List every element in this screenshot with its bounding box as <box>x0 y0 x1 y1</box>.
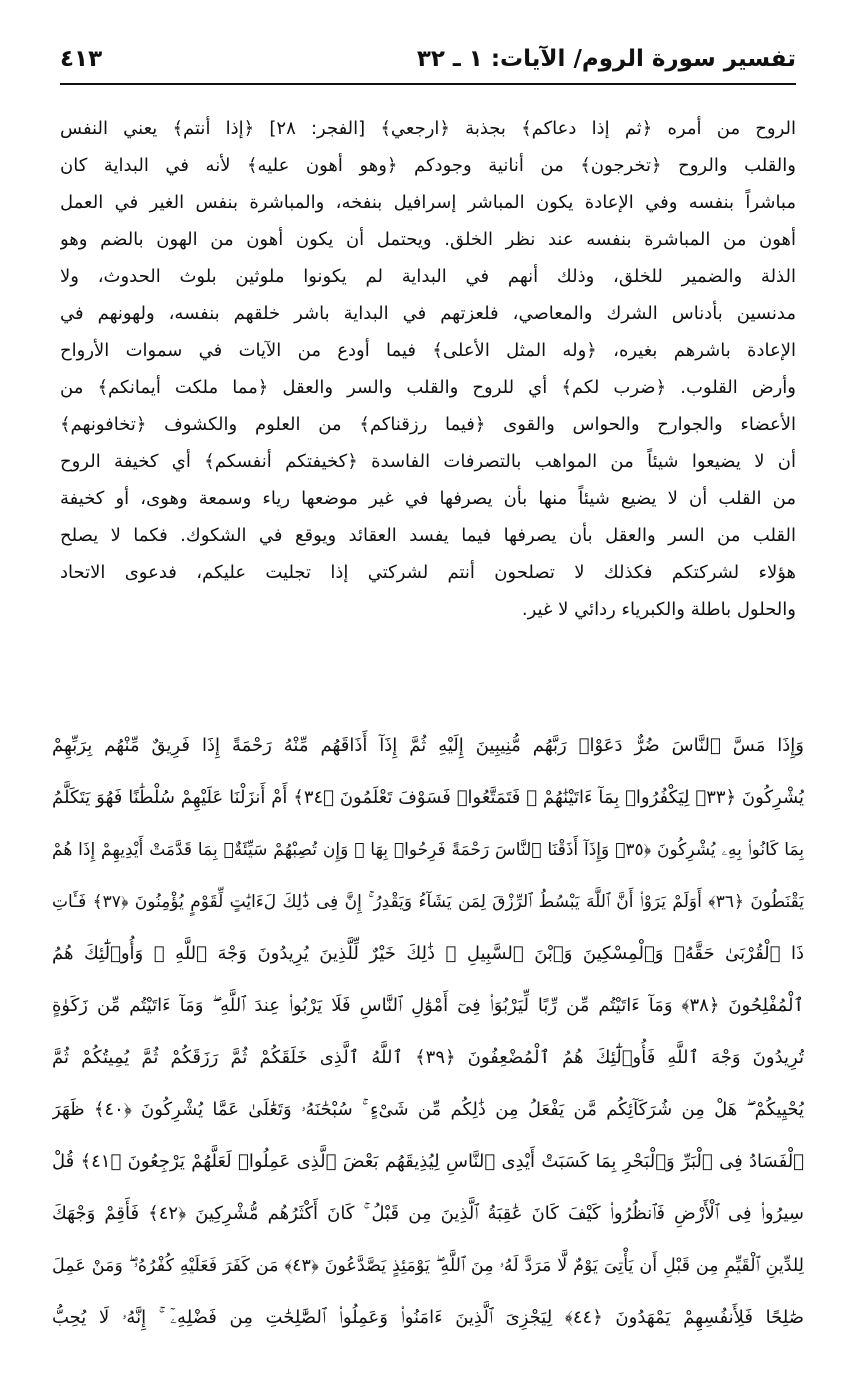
quran-verse-line: تُرِيدُونَ وَجْهَ ٱللَّهِ فَأُو۟لَٰٓئِكَ هُمُ ٱلْمُضْعِفُونَ ﴿٣٩﴾ ٱللَّهُ ٱلَّذِى خَلَقَكُمْ ثُمَّ رَزَقَكُمْ ثُمَّ يُمِيتُكُمْ ثُمَّ <box>52 1047 804 1068</box>
commentary-line: مدنسين بأدناس الشرك والمعاصي، فلعزتهم في البداية باشر خلقهم بنفسه، ولهونهم في <box>60 303 796 324</box>
header-divider <box>60 83 796 85</box>
quran-verse-line: سِيرُوا۟ فِى ٱلْأَرْضِ فَٱنظُرُوا۟ كَيْفَ كَانَ عَٰقِبَةُ ٱلَّذِينَ مِن قَبْلُ ۚ كَانَ أَكْثَرُهُم مُّشْرِكِينَ ﴿٤٢﴾ فَأَقِمْ وَجْهَكَ <box>52 1203 804 1224</box>
commentary-line: الأعضاء والجوارح والحواس والقوى ﴿فيما رزقناكم﴾ من العلوم والكشوف ﴿تخافونهم﴾ <box>60 414 796 435</box>
quran-verse-line: ٱلْمُفْلِحُونَ ﴿٣٨﴾ وَمَآ ءَاتَيْتُم مِّن رِّبًا لِّيَرْبُوَا۟ فِىٓ أَمْوَٰلِ ٱلنَّاسِ فَلَا يَرْبُوا۟ عِندَ ٱللَّهِ ۖ وَمَآ ءَاتَيْتُم مِّن زَكَوٰةٍ <box>52 995 804 1016</box>
quran-verse-line: ذَا ٱلْقُرْبَىٰ حَقَّهُۥ وَٱلْمِسْكِينَ وَٱبْنَ ٱلسَّبِيلِ ۚ ذَٰلِكَ خَيْرٌ لِّلَّذِينَ يُرِيدُونَ وَجْهَ ٱللَّهِ ۖ وَأُو۟لَٰٓئِكَ هُمُ <box>52 943 804 964</box>
commentary-line: أن لا يضيعوا شيئاً من المواهب بالتصرفات الفاسدة ﴿كخيفتكم أنفسكم﴾ أي كخيفة الروح <box>60 451 796 472</box>
quran-verse-line: يُشْرِكُونَ ﴿٣٣﴾ لِيَكْفُرُوا۟ بِمَآ ءَاتَيْنَٰهُمْ ۚ فَتَمَتَّعُوا۟ فَسَوْفَ تَعْلَمُونَ ﴿٣٤﴾ أَمْ أَنزَلْنَا عَلَيْهِمْ سُلْطَٰنًا فَهُوَ يَتَكَلَّمُ <box>52 787 804 808</box>
quran-verse-line: بِمَا كَانُوا۟ بِهِۦ يُشْرِكُونَ ﴿٣٥﴾ وَإِذَآ أَذَقْنَا ٱلنَّاسَ رَحْمَةً فَرِحُوا۟ بِهَا ۖ وَإِن تُصِبْهُمْ سَيِّئَةٌۢ بِمَا قَدَّمَتْ أَيْدِيهِمْ إِذَا هُمْ <box>52 840 804 860</box>
quran-verse-line: يَقْنَطُونَ ﴿٣٦﴾ أَوَلَمْ يَرَوْا۟ أَنَّ ٱللَّهَ يَبْسُطُ ٱلرِّزْقَ لِمَن يَشَآءُ وَيَقْدِرُ ۚ إِنَّ فِى ذَٰلِكَ لَءَايَٰتٍ لِّقَوْمٍ يُؤْمِنُونَ ﴿٣٧﴾ فَـَٔاتِ <box>52 892 804 912</box>
commentary-paragraph <box>60 110 796 628</box>
quran-verse-line: يُحْيِيكُمْ ۖ هَلْ مِن شُرَكَآئِكُم مَّن يَفْعَلُ مِن ذَٰلِكُم مِّن شَىْءٍ ۚ سُبْحَٰنَهُۥ وَتَعَٰلَىٰ عَمَّا يُشْرِكُونَ ﴿٤٠﴾ ظَهَرَ <box>52 1099 804 1120</box>
quran-verses-block <box>52 720 804 1344</box>
quran-verse-line: ٱلْفَسَادُ فِى ٱلْبَرِّ وَٱلْبَحْرِ بِمَا كَسَبَتْ أَيْدِى ٱلنَّاسِ لِيُذِيقَهُم بَعْضَ ٱلَّذِى عَمِلُوا۟ لَعَلَّهُمْ يَرْجِعُونَ ﴿٤١﴾ قُلْ <box>52 1151 804 1172</box>
commentary-line: الروح من أمره ﴿ثم إذا دعاكم﴾ بجذبة ﴿ارجعي﴾ [الفجر: ٢٨] ﴿إذا أنتم﴾ يعني النفس <box>60 118 796 139</box>
commentary-line: القلب من السر والعقل بأن يصرفها فيما يفسد العقائد ويوقع في الشكوك. فكما لا يصلح <box>60 525 796 546</box>
commentary-line: أهون من المباشرة بنفسه عند نظر الخلق. ويحتمل أن يكون أهون من الهون بالضم وهو <box>60 229 796 250</box>
running-title: تفسير سورة الروم/ الآيات: ١ ـ ٣٢ <box>416 46 796 72</box>
commentary-line: الذلة والضمير للخلق، وذلك أنهم في البداية لم يكونوا ملوثين بلوث الحدوث، ولا <box>60 266 796 287</box>
commentary-line: من القلب أن لا يضيع شيئاً منها بأن يصرفها في غير موضعها رياء وسمعة وهوى، أو كخيفة <box>60 488 796 509</box>
commentary-line: وأرض القلوب. ﴿ضرب لكم﴾ أي للروح والقلب والسر والعقل ﴿مما ملكت أيمانكم﴾ من <box>60 377 796 398</box>
commentary-line: هؤلاء لشركتكم فكذلك لا تصلحون أنتم لشركتي إذا تجليت عليكم، فدعوى الاتحاد <box>60 562 796 583</box>
quran-verse-line: صَٰلِحًا فَلِأَنفُسِهِمْ يَمْهَدُونَ ﴿٤٤﴾ لِيَجْزِىَ ٱلَّذِينَ ءَامَنُوا۟ وَعَمِلُوا۟ ٱلصَّٰلِحَٰتِ مِن فَضْلِهِۦٓ ۚ إِنَّهُۥ لَا يُحِبُّ <box>52 1307 804 1328</box>
commentary-line: مباشراً بنفسه وفي الإعادة يكون المباشر إسرافيل بنفخه، والمباشرة بنفس الغير في العمل <box>60 192 796 213</box>
commentary-line: والحلول باطلة والكبرياء ردائي لا غير. <box>521 599 796 620</box>
quran-verse-line: لِلدِّينِ ٱلْقَيِّمِ مِن قَبْلِ أَن يَأْتِىَ يَوْمٌ لَّا مَرَدَّ لَهُۥ مِنَ ٱللَّهِ ۖ يَوْمَئِذٍ يَصَّدَّعُونَ ﴿٤٣﴾ مَن كَفَرَ فَعَلَيْهِ كُفْرُهُۥ ۖ وَمَنْ عَمِلَ <box>52 1256 804 1276</box>
quran-verse-line: وَإِذَا مَسَّ ٱلنَّاسَ ضُرٌّ دَعَوْا۟ رَبَّهُم مُّنِيبِينَ إِلَيْهِ ثُمَّ إِذَآ أَذَاقَهُم مِّنْهُ رَحْمَةً إِذَا فَرِيقٌ مِّنْهُم بِرَبِّهِمْ <box>52 735 804 756</box>
commentary-line: الإعادة باشرهم بغيره، ﴿وله المثل الأعلى﴾ فيما أودع من الآيات في سموات الأرواح <box>60 340 796 361</box>
commentary-line: والقلب والروح ﴿تخرجون﴾ من أنانية وجودكم ﴿وهو أهون عليه﴾ لأنه في البداية كان <box>60 155 796 176</box>
running-header <box>60 42 796 82</box>
page-number: ٤١٣ <box>60 46 103 72</box>
